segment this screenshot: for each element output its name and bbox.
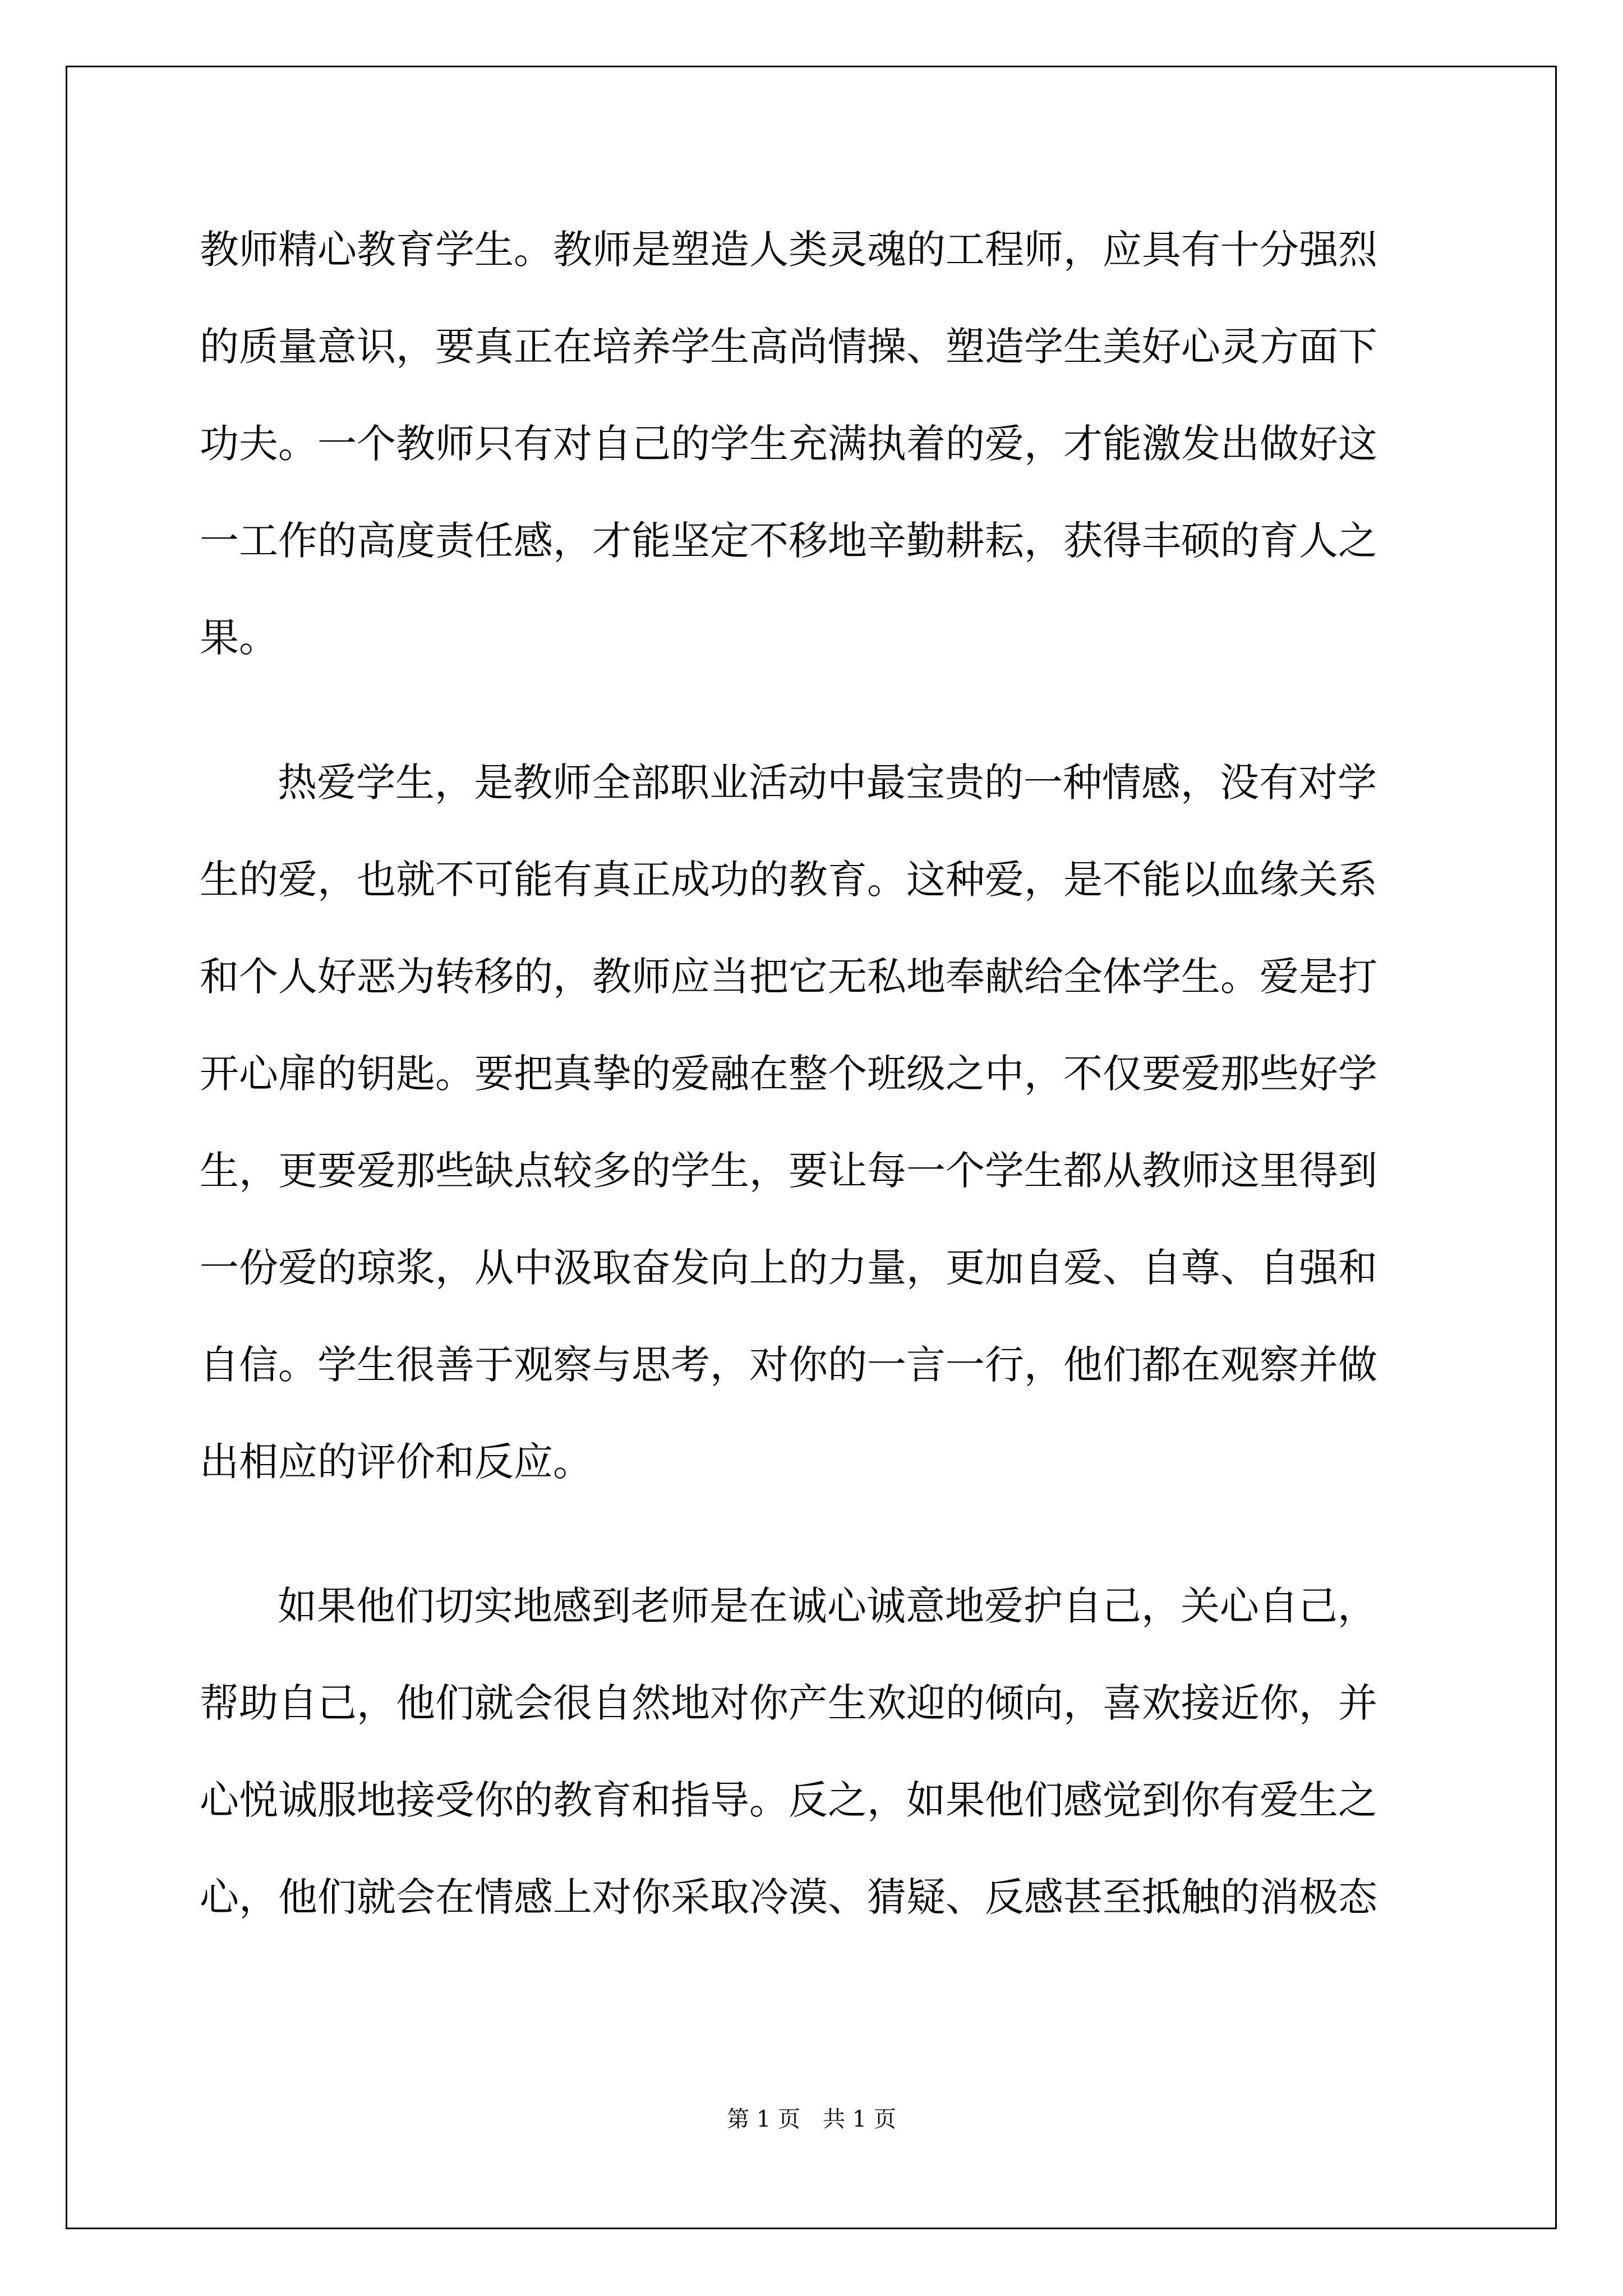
paragraph-2-line-5: 生，更要爱那些缺点较多的学生，要让每一个学生都从教师这里得到 xyxy=(200,1148,1377,1194)
paragraph-1-line-1: 教师精心教育学生。教师是塑造人类灵魂的工程师，应具有十分强烈 xyxy=(200,227,1377,273)
paragraph-2-line-1: 热爱学生，是教师全部职业活动中最宝贵的一种情感，没有对学 xyxy=(278,760,1377,806)
paragraph-2-line-8: 出相应的评价和反应。 xyxy=(200,1439,592,1485)
paragraph-2-line-4: 开心扉的钥匙。要把真挚的爱融在整个班级之中，不仅要爱那些好学 xyxy=(200,1051,1377,1097)
paragraph-2-line-7: 自信。学生很善于观察与思考，对你的一言一行，他们都在观察并做 xyxy=(200,1342,1377,1388)
paragraph-3-line-2: 帮助自己，他们就会很自然地对你产生欢迎的倾向，喜欢接近你，并 xyxy=(200,1680,1377,1726)
paragraph-1-line-3: 功夫。一个教师只有对自己的学生充满执着的爱，才能激发出做好这 xyxy=(200,421,1377,467)
paragraph-3-line-4: 心，他们就会在情感上对你采取冷漠、猜疑、反感甚至抵触的消极态 xyxy=(200,1874,1377,1920)
paragraph-3-line-3: 心悦诚服地接受你的教育和指导。反之，如果他们感觉到你有爱生之 xyxy=(200,1777,1377,1823)
paragraph-2-line-2: 生的爱，也就不可能有真正成功的教育。这种爱，是不能以血缘关系 xyxy=(200,857,1377,903)
paragraph-2-line-3: 和个人好恶为转移的，教师应当把它无私地奉献给全体学生。爱是打 xyxy=(200,954,1377,1000)
page-number-footer: 第 1 页 共 1 页 xyxy=(727,2106,896,2132)
paragraph-3-line-1: 如果他们切实地感到老师是在诚心诚意地爱护自己，关心自己， xyxy=(278,1583,1377,1629)
paragraph-1-line-2: 的质量意识，要真正在培养学生高尚情操、塑造学生美好心灵方面下 xyxy=(200,324,1377,370)
paragraph-1-line-4: 一工作的高度责任感，才能坚定不移地辛勤耕耘，获得丰硕的育人之 xyxy=(200,518,1377,564)
paragraph-1-line-5: 果。 xyxy=(200,615,278,661)
paragraph-2-line-6: 一份爱的琼浆，从中汲取奋发向上的力量，更加自爱、自尊、自强和 xyxy=(200,1245,1377,1291)
